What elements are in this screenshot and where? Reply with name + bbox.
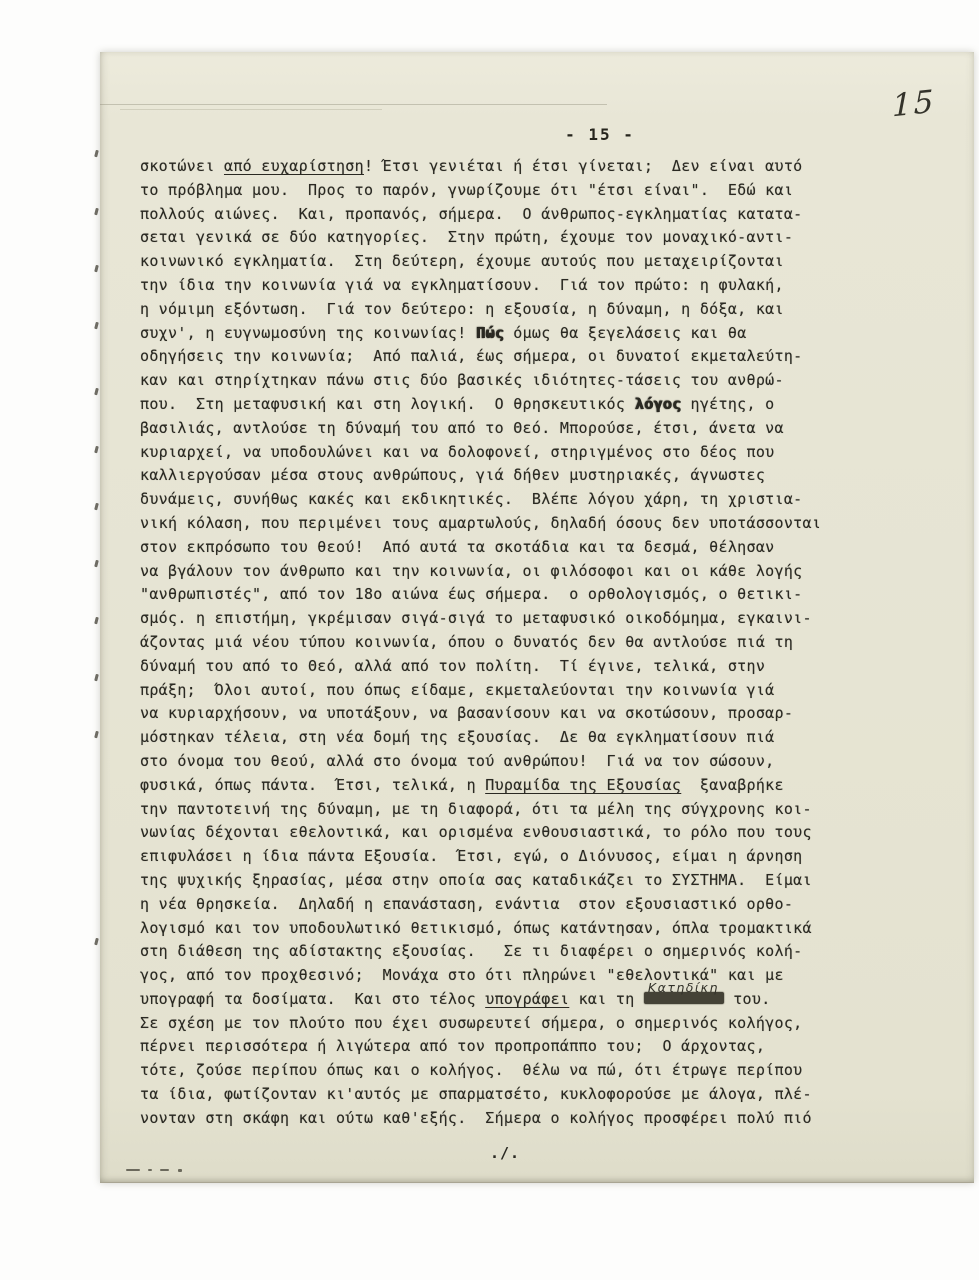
typed-line [140,369,900,393]
typed-line [140,298,900,322]
typed-text: καν και στηρίχτηκαν πάνω στις δύο βασικές ιδιότητες-τάσεις του ανθρώ- [140,371,784,390]
typed-text: υπογραφή τα δοσίματα. Και στο τέλος [140,989,486,1008]
typed-text-block [140,155,900,1131]
margin-tick-mark [94,208,98,215]
typed-text: σκοτώνει [140,157,224,175]
typed-line [140,155,900,179]
margin-tick-mark [94,265,98,272]
typed-line [140,393,900,417]
typed-line [140,917,900,941]
margin-tick-mark [94,388,98,395]
typed-text: η νέα θρησκεία. Δηλαδή η επανάσταση, ενάντια στον εξουσιαστικό ορθο- [140,894,794,913]
typed-page-number: - 15 - [565,125,635,144]
typed-text: που. Στη μεταφυσική και στη λογική. Ο θρησκευτικός [140,394,635,413]
typed-text: το πρόβλημα μου. Προς το παρόν, γνωρίζουμε ότι "έτσι είναι". Εδώ και [140,180,794,199]
typed-line [140,560,900,584]
handwritten-correction: Κατηδίκη [647,979,719,995]
struck-out-word [644,979,724,1004]
typed-text: γος, από τον προχθεσινό; Μονάχα στο ότι πληρώνει "εθελοντικά" και με [140,966,784,985]
typed-text: και τη [569,989,644,1008]
document-page [100,52,974,1183]
typed-line [140,274,900,298]
typed-text: νική κόλαση, που περιμένει τους αμαρτωλούς, δηλαδή όσους δεν υποτάσσονται [140,513,822,532]
typed-line [140,441,900,465]
typed-text: σμός. η επιστήμη, γκρέμισαν σιγά-σιγά το μεταφυσικό οικοδόμημα, εγκαινι- [140,609,812,628]
typed-line [140,979,900,1012]
typed-text: κυριαρχεί, να υποδουλώνει και να δολοφονεί, στηριγμένος στο δέος που [140,442,775,461]
typed-text: στον εκπρόσωπο του θεού! Από αυτά τα σκοτάδια και τα δεσμά, θέλησαν [140,537,775,556]
typed-text: δυνάμεις, συνήθως κακές και εκδικητικές. Βλέπε λόγου χάρη, τη χριστια- [140,490,803,509]
typed-text: ! Έτσι γενιέται ή έτσι γίνεται; Δεν είναι αυτό [363,157,803,175]
typed-line [140,821,900,845]
typed-text: νονταν στη σκάφη και ούτω καθ'εξής. Σήμερα ο κολήγος προσφέρει πολύ πιό [140,1108,812,1127]
typed-line [140,203,900,227]
underlined-text: Πυραμίδα της Εξουσίας [485,775,682,794]
typed-text: ηγέτης, ο [681,394,775,413]
scan-crease-line [100,104,607,105]
typed-text: καλλιεργούσαν μέσα στους ανθρώπους, γιά δήθεν μυστηριακές, άγνωστες [140,466,766,485]
overstruck-text: λόγος [634,394,682,413]
typed-text: άζοντας μιά νέου τύπου κοινωνία, όπου ο δυνατός δεν θα αντλούσε πιά τη [140,632,794,651]
typed-text: την ίδια την κοινωνία γιά να εγκληματίσουν. Γιά τον πρώτο: η φυλακή, [140,275,784,294]
margin-tick-mark [94,503,98,510]
typed-line [140,488,900,512]
margin-tick-mark [94,938,98,945]
typed-text: νωνίας δέχονται εθελοντικά, και ορισμένα ενθουσιαστικά, το ρόλο που τους [140,823,812,842]
typed-text: στο όνομα του θεού, αλλά στο όνομα τού ανθρώπου! Γιά να τον σώσουν, [140,751,775,770]
margin-tick-mark [94,674,98,681]
typed-text: την παντοτεινή της δύναμη, με τη διαφορά, ότι τα μέλη της σύγχρονης κοι- [140,799,812,818]
typed-line [140,607,900,631]
scan-crease-line [120,109,382,110]
typed-line [140,1059,900,1083]
typed-line [140,417,900,441]
typed-text: σεται γενικά σε δύο κατηγορίες. Στην πρώτη, έχουμε τον μοναχικό-αντι- [140,228,794,247]
typed-text: ξαναβρήκε [681,775,784,794]
margin-tick-mark [94,560,98,567]
typed-text: δύναμή του από το Θεό, αλλά από τον πολίτη. Τί έγινε, τελικά, στην [140,656,766,675]
typed-line [140,536,900,560]
typed-text: οδηγήσεις την κοινωνία; Από παλιά, έως σήμερα, οι δυνατοί εκμεταλεύτη- [140,347,803,366]
typed-text: "ανθρωπιστές", από τον 18ο αιώνα έως σήμερα. ο ορθολογισμός, ο θετικι- [140,585,803,604]
typed-text: στη διάθεση της αδίστακτης εξουσίας. Σε τι διαφέρει ο σημερινός κολή- [140,942,803,961]
pencil-marks [126,1169,246,1173]
typed-text: να κυριαρχήσουν, να υποτάξουν, να βασανίσουν και να σκοτώσουν, προσαρ- [140,704,794,723]
typed-line [140,845,900,869]
overstruck-text: Πώς [475,323,504,342]
pencil-dash [148,1169,152,1171]
typed-text: συχν', η ευγνωμοσύνη της κοινωνίας! [140,323,476,342]
typed-line [140,679,900,703]
typed-line [140,774,900,798]
typed-text: πέρνει περισσότερα ή λιγώτερα από τον προπροπάππο του; Ο άρχοντας, [140,1037,766,1056]
underlined-text: από ευχαρίστηση [223,157,364,175]
typed-text: φυσικά, όπως πάντα. Έτσι, τελικά, η [140,775,486,794]
typed-text: λογισμό και τον υποδουλωτικό θετικισμό, όπως κατάντησαν, όπλα τρομακτικά [140,918,812,937]
typed-text: της ψυχικής ξηρασίας, μέσα στην οποία σας καταδικάζει το ΣΥΣΤΗΜΑ. Είμαι [140,870,812,889]
typed-text: Σε σχέση με τον πλούτο που έχει συσωρευτεί σήμερα, ο σημερινός κολήγος, [140,1013,803,1032]
typed-text: του. [723,989,771,1008]
typed-line [140,750,900,774]
pencil-dash [126,1169,140,1171]
margin-tick-mark [94,446,98,453]
typed-line [140,250,900,274]
margin-tick-mark [94,150,98,157]
typed-text: βασιλιάς, αντλούσε τη δύναμή του από το Θεό. Μπορούσε, έτσι, άνετα να [140,418,784,437]
margin-tick-mark [94,731,98,738]
typed-text: μόστηκαν τέλεια, στη νέα δομή της εξουσίας. Δε θα εγκληματίσουν πιά [140,728,775,747]
margin-tick-mark [94,617,98,624]
typed-line [140,179,900,203]
typed-line [140,869,900,893]
typed-line [140,726,900,750]
margin-tick-mark [94,322,98,329]
typed-line [140,631,900,655]
typed-line [140,1012,900,1036]
typed-text: κοινωνικό εγκληματία. Στη δεύτερη, έχουμε αυτούς που μεταχειρίζονται [140,252,784,271]
handwritten-page-number: 15 [892,83,936,125]
typed-line [140,226,900,250]
typed-line [140,512,900,536]
typed-line [140,464,900,488]
typed-line [140,702,900,726]
typed-line [140,798,900,822]
typed-text: επιφυλάσει η ίδια πάντα Εξουσία. Έτσι, εγώ, ο Διόνυσος, είμαι η άρνηση [140,847,803,866]
typed-line [140,940,900,964]
typed-text: πράξη; Όλοι αυτοί, που όπως είδαμε, εκμεταλεύονται την κοινωνία γιά [140,680,775,699]
typed-text: πολλούς αιώνες. Και, προπανός, σήμερα. Ο άνθρωπος-εγκληματίας κατατα- [140,204,803,223]
typed-text: η νόμιμη εξόντωση. Γιά τον δεύτερο: η εξουσία, η δύναμη, η δόξα, και [140,299,784,318]
pencil-dash [160,1169,169,1171]
typed-text: τότε, ζούσε περίπου όπως και ο κολήγος. θέλω να πώ, ότι έτρωγε περίπου [140,1061,803,1080]
typed-text: να βγάλουν τον άνθρωπο και την κοινωνία, οι φιλόσοφοι και οι κάθε λογής [140,561,803,580]
typed-line [140,655,900,679]
pencil-dash [178,1169,182,1172]
underlined-text: υπογράφει [485,989,570,1008]
continuation-mark: ./. [489,1144,521,1162]
typed-line [140,322,900,346]
typed-line [140,583,900,607]
typed-line [140,1107,900,1131]
typed-text: τα ίδια, φωτίζονταν κι'αυτός με σπαρματσέτο, κυκλοφορούσε με άλογα, πλέ- [140,1085,812,1104]
typed-line [140,345,900,369]
typed-line [140,1083,900,1107]
typed-line [140,964,900,988]
typed-text: όμως θα ξεγελάσεις και θα [503,323,747,342]
typed-line [140,893,900,917]
typed-line [140,1035,900,1059]
